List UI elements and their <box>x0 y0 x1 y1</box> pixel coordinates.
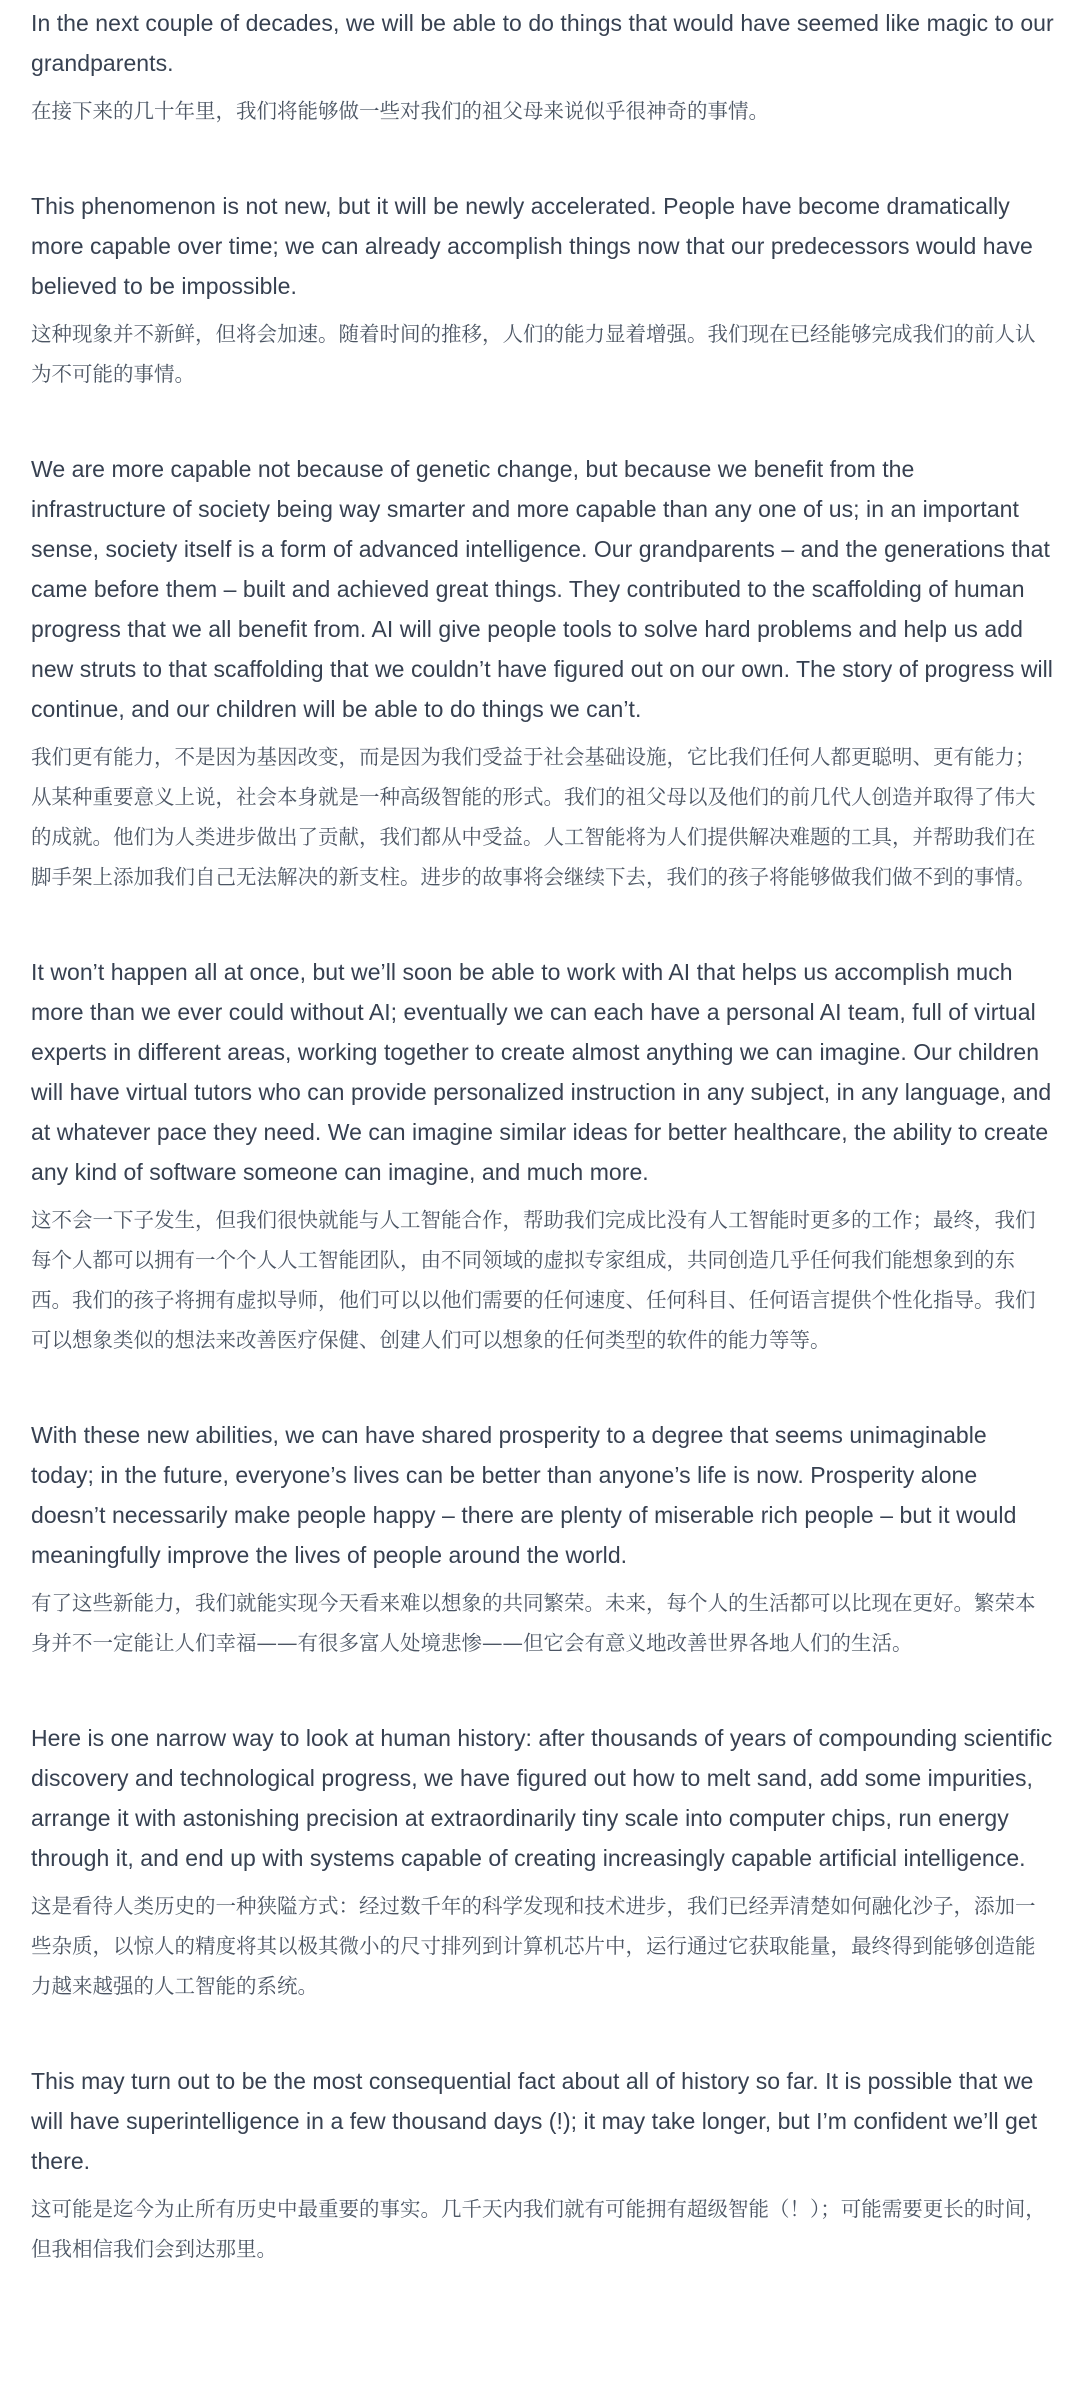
paragraph-block-6 <box>31 1715 1055 2006</box>
english-paragraph: We are more capable not because of genetic change, but because we benefit from the infrastructure of society being way smarter and more capable than any one of us; in an important sense, society itself is a form of advanced intelligence. Our grandparents – and the generations that came before them – built and achieved great things. They contributed to the scaffolding of human progress that we all benefit from. AI will give people tools to solve hard problems and help us add new struts to that scaffolding that we couldn’t have figured out on our own. The story of progress will continue, and our children will be able to do things we can’t. <box>31 456 1053 722</box>
english-paragraph: Here is one narrow way to look at human history: after thousands of years of compounding scientific discovery and technological progress, we have figured out how to melt sand, add some impurities, arrange it with astonishing precision at extraordinarily tiny scale into computer chips, run energy through it, and end up with systems capable of creating increasingly capable artificial intelligence. <box>31 1725 1053 1871</box>
paragraph-block-4 <box>31 949 1055 1360</box>
chinese-translation: 有了这些新能力，我们就能实现今天看来难以想象的共同繁荣。未来，每个人的生活都可以比现在更好。繁荣本身并不一定能让人们幸福——有很多富人处境悲惨——但它会有意义地改善世界各地人们的生活。 <box>31 1591 1036 1655</box>
paragraph-block-2 <box>31 183 1055 394</box>
paragraph-block-5 <box>31 1412 1055 1663</box>
english-paragraph: With these new abilities, we can have shared prosperity to a degree that seems unimaginable today; in the future, everyone’s lives can be better than anyone’s life is now. Prosperity alone doesn’t necessarily make people happy – there are plenty of miserable rich people – but it would meaningfully improve the lives of people around the world. <box>31 1422 1017 1568</box>
english-paragraph: It won’t happen all at once, but we’ll soon be able to work with AI that helps us accomplish much more than we ever could without AI; eventually we can each have a personal AI team, full of virtual experts in different areas, working together to create almost anything we can imagine. Our children will have virtual tutors who can provide personalized instruction in any subject, in any language, and at whatever pace they need. We can imagine similar ideas for better healthcare, the ability to create any kind of software someone can imagine, and much more. <box>31 959 1052 1185</box>
chinese-translation: 这种现象并不新鲜，但将会加速。随着时间的推移，人们的能力显着增强。我们现在已经能够完成我们的前人认为不可能的事情。 <box>31 322 1036 386</box>
chinese-translation: 这是看待人类历史的一种狭隘方式：经过数千年的科学发现和技术进步，我们已经弄清楚如何融化沙子，添加一些杂质，以惊人的精度将其以极其微小的尺寸排列到计算机芯片中，运行通过它获取能量，最终得到能够创造能力越来越强的人工智能的系统。 <box>31 1894 1036 1998</box>
chinese-translation: 这不会一下子发生，但我们很快就能与人工智能合作，帮助我们完成比没有人工智能时更多的工作；最终，我们每个人都可以拥有一个个人人工智能团队，由不同领域的虚拟专家组成，共同创造几乎任何我们能想象到的东西。我们的孩子将拥有虚拟导师，他们可以以他们需要的任何速度、任何科目、任何语言提供个性化指导。我们可以想象类似的想法来改善医疗保健、创建人们可以想象的任何类型的软件的能力等等。 <box>31 1208 1036 1352</box>
paragraph-block-3 <box>31 446 1055 897</box>
chinese-translation: 在接下来的几十年里，我们将能够做一些对我们的祖父母来说似乎很神奇的事情。 <box>31 99 769 123</box>
chinese-translation: 我们更有能力，不是因为基因改变，而是因为我们受益于社会基础设施，它比我们任何人都更聪明、更有能力；从某种重要意义上说，社会本身就是一种高级智能的形式。我们的祖父母以及他们的前几代人创造并取得了伟大的成就。他们为人类进步做出了贡献，我们都从中受益。人工智能将为人们提供解决难题的工具，并帮助我们在脚手架上添加我们自己无法解决的新支柱。进步的故事将会继续下去，我们的孩子将能够做我们做不到的事情。 <box>31 745 1036 889</box>
english-paragraph: This phenomenon is not new, but it will be newly accelerated. People have become dramatically more capable over time; we can already accomplish things now that our predecessors would have believed to be impossible. <box>31 193 1033 299</box>
english-paragraph: This may turn out to be the most consequential fact about all of history so far. It is possible that we will have superintelligence in a few thousand days (!); it may take longer, but I’m confident we’ll get there. <box>31 2068 1038 2174</box>
english-paragraph: In the next couple of decades, we will be able to do things that would have seemed like magic to our grandparents. <box>31 10 1054 76</box>
paragraph-block-7 <box>31 2058 1055 2269</box>
chinese-translation: 这可能是迄今为止所有历史中最重要的事实。几千天内我们就有可能拥有超级智能（！）；可能需要更长的时间，但我相信我们会到达那里。 <box>31 2197 1046 2261</box>
paragraph-block-1 <box>31 0 1055 131</box>
article-body <box>31 0 1055 2269</box>
